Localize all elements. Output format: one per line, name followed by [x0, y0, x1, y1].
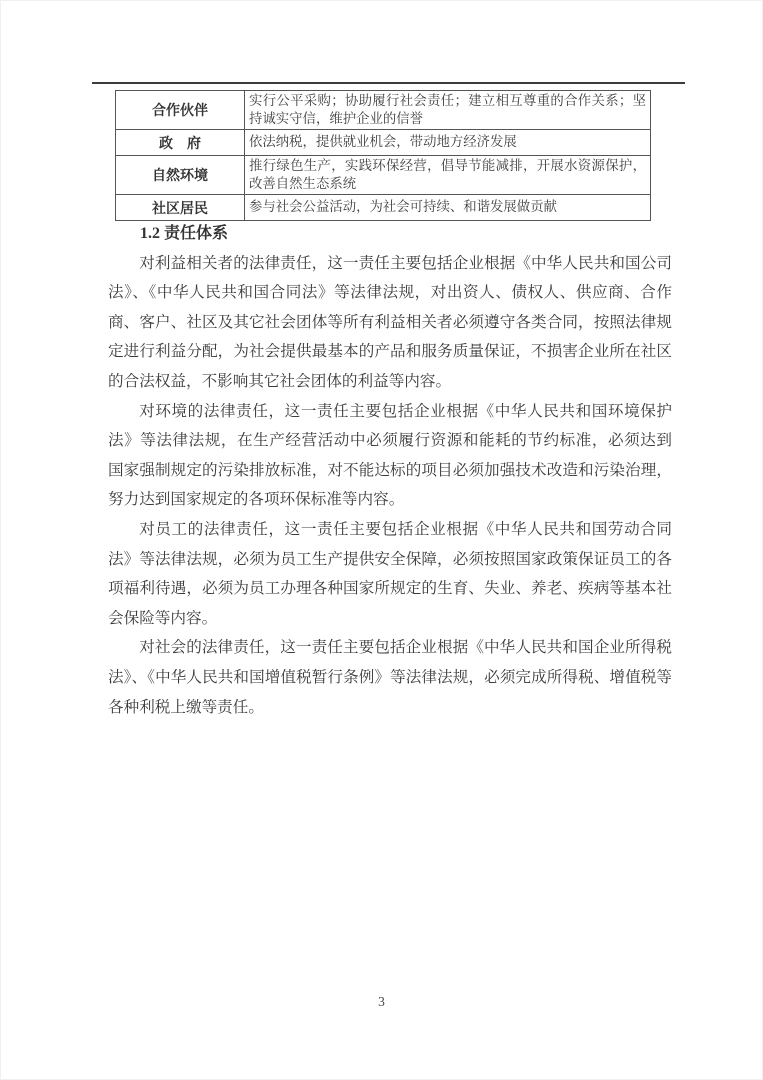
table-label-cell: 社区居民	[116, 195, 245, 221]
paragraph-employees: 对员工的法律责任，这一责任主要包括企业根据《中华人民共和国劳动合同法》等法律法规，必须为员工生产提供安全保障，必须按照国家政策保证员工的各项福利待遇，必须为员工办理各种国家所规定的生育、失业、养老、疾病等基本社会保险等内容。	[108, 520, 672, 627]
section-body	[108, 219, 672, 722]
table-label-cell: 合作伙伴	[116, 91, 245, 130]
paragraph-society: 对社会的法律责任，这一责任主要包括企业根据《中华人民共和国企业所得税法》、《中华人民共和国增值税暂行条例》等法律法规，必须完成所得税、增值税等各种利税上缴等责任。	[108, 639, 672, 716]
table-content-cell: 实行公平采购；协助履行社会责任；建立相互尊重的合作关系；坚持诚实守信，维护企业的信誉	[245, 91, 651, 130]
table-row	[116, 156, 651, 195]
table-content-cell: 依法纳税，提供就业机会，带动地方经济发展	[245, 130, 651, 156]
section-heading: 1.2 责任体系	[140, 225, 229, 242]
table-label-cell: 政 府	[116, 130, 245, 156]
table-content-cell: 参与社会公益活动，为社会可持续、和谐发展做贡献	[245, 195, 651, 221]
stakeholder-table	[115, 90, 651, 221]
table-row	[116, 195, 651, 221]
table-label-cell: 自然环境	[116, 156, 245, 195]
page-number: 3	[378, 994, 385, 1009]
table-row	[116, 130, 651, 156]
header-rule	[92, 82, 685, 84]
paragraph-stakeholders: 对利益相关者的法律责任，这一责任主要包括企业根据《中华人民共和国公司法》、《中华人民共和国合同法》等法律法规，对出资人、债权人、供应商、合作商、客户、社区及其它社会团体等所有利益相关者必须遵守各类合同，按照法律规定进行利益分配，为社会提供最基本的产品和服务质量保证，不损害企业所在社区的合法权益，不影响其它社会团体的利益等内容。	[108, 254, 672, 390]
table-row	[116, 91, 651, 130]
table-content-cell: 推行绿色生产，实践环保经营，倡导节能减排，开展水资源保护，改善自然生态系统	[245, 156, 651, 195]
paragraph-environment: 对环境的法律责任，这一责任主要包括企业根据《中华人民共和国环境保护法》等法律法规，在生产经营活动中必须履行资源和能耗的节约标准，必须达到 国家强制规定的污染排放标准，对不能达标的项目必须加强技术改造和污染治理， 努力达到国家规定的各项环保标准等内容。	[108, 402, 672, 509]
